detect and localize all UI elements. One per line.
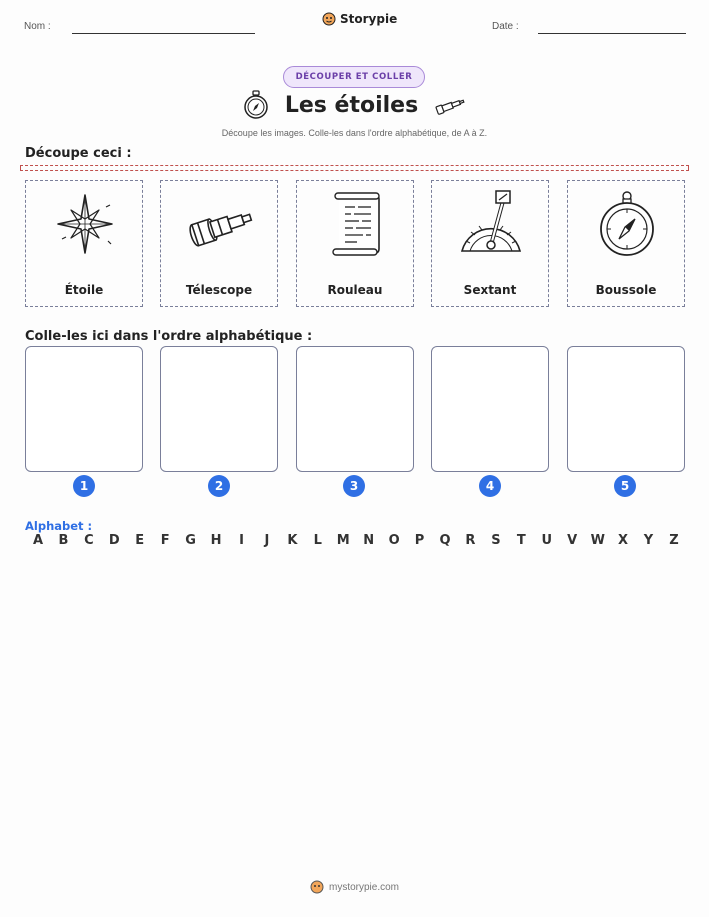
date-field[interactable] (538, 33, 686, 34)
telescope-icon (434, 94, 466, 116)
cut-card-rouleau[interactable] (296, 180, 414, 307)
alphabet-letter: P (414, 533, 425, 548)
star-icon (50, 189, 120, 259)
alphabet-letter: Q (439, 533, 451, 548)
mascot-icon (310, 880, 324, 894)
sextant-icon (456, 189, 526, 259)
paste-box-5[interactable] (567, 346, 685, 472)
paste-box-4[interactable] (431, 346, 549, 472)
title-row (0, 90, 709, 120)
alphabet-letter: Z (669, 533, 679, 548)
instructions: Découpe les images. Colle-les dans l'ordre alphabétique, de A à Z. (221, 128, 488, 138)
alphabet-letter: W (590, 533, 605, 548)
alphabet-heading: Alphabet : (25, 519, 93, 533)
cut-card-sextant[interactable] (431, 180, 549, 307)
paste-heading: Colle-les ici dans l'ordre alphabétique : (25, 329, 313, 344)
alphabet-letter: I (239, 533, 244, 548)
brand-name: Storypie (340, 12, 398, 26)
telescope-icon (185, 189, 255, 259)
footer (0, 880, 709, 894)
date-label: Date : (492, 21, 519, 32)
card-label: Sextant (463, 283, 517, 297)
number-badge: 2 (208, 475, 230, 497)
alphabet-letter: R (465, 533, 476, 548)
alphabet-letter: T (516, 533, 526, 548)
alphabet-letter: K (287, 533, 298, 548)
number-badge: 1 (73, 475, 95, 497)
number-badge: 4 (479, 475, 501, 497)
footer-url[interactable]: mystorypie.com (328, 881, 399, 893)
alphabet-row (31, 533, 681, 548)
alphabet-letter: M (336, 533, 350, 548)
name-label: Nom : (24, 21, 51, 32)
alphabet-letter: C (84, 533, 94, 548)
cut-card-boussole[interactable] (567, 180, 685, 307)
page-title: Les étoiles (284, 92, 419, 118)
compass-icon (592, 189, 662, 259)
card-label: Rouleau (327, 283, 383, 297)
alphabet-letter: H (210, 533, 222, 548)
alphabet-letter: X (618, 533, 629, 548)
alphabet-letter: L (313, 533, 322, 548)
alphabet-letter: E (135, 533, 145, 548)
activity-badge: DÉCOUPER ET COLLER (283, 66, 425, 88)
alphabet-letter: V (567, 533, 578, 548)
alphabet-letter: Y (643, 533, 654, 548)
cut-card-telescope[interactable] (160, 180, 278, 307)
cut-heading: Découpe ceci : (25, 146, 132, 161)
card-label: Télescope (185, 283, 253, 297)
alphabet-letter: F (160, 533, 170, 548)
card-label: Boussole (595, 283, 657, 297)
alphabet-letter: O (388, 533, 400, 548)
compass-icon (243, 90, 269, 120)
cut-line (20, 165, 689, 171)
alphabet-letter: S (491, 533, 501, 548)
card-label: Étoile (64, 283, 104, 297)
number-badge: 3 (343, 475, 365, 497)
number-badge: 5 (614, 475, 636, 497)
brand-logo (322, 12, 397, 26)
alphabet-letter: D (108, 533, 120, 548)
paste-box-2[interactable] (160, 346, 278, 472)
alphabet-letter: U (541, 533, 553, 548)
cut-card-etoile[interactable] (25, 180, 143, 307)
alphabet-letter: B (58, 533, 69, 548)
alphabet-letter: G (185, 533, 196, 548)
alphabet-letter: N (363, 533, 375, 548)
mascot-icon (322, 12, 336, 26)
alphabet-letter: J (264, 533, 270, 548)
name-field[interactable] (72, 33, 255, 34)
scroll-icon (321, 189, 391, 259)
paste-box-1[interactable] (25, 346, 143, 472)
alphabet-letter: A (32, 533, 44, 548)
paste-box-3[interactable] (296, 346, 414, 472)
